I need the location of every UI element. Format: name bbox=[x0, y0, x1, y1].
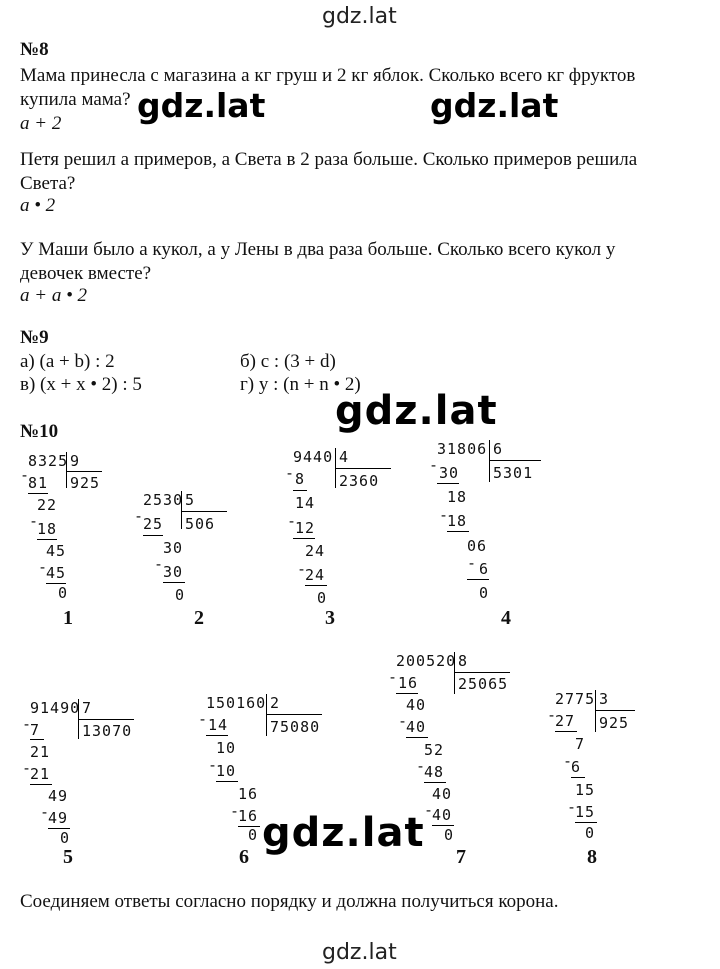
step: 52 bbox=[424, 741, 445, 759]
division-label: 2 bbox=[194, 607, 204, 629]
step: 40 bbox=[406, 718, 427, 736]
step: 48 bbox=[424, 763, 445, 781]
task8-problem3-line1: У Маши было а кукол, а у Лены в два раза больше. Сколько всего кукол у bbox=[20, 239, 616, 260]
step: 8 bbox=[295, 470, 306, 488]
dividend: 150160 bbox=[206, 694, 267, 712]
long-division-6: 150160 2 75080 - 14 10 - 10 16 - 16 0 bbox=[198, 694, 321, 844]
step: 30 bbox=[163, 539, 184, 557]
division-label: 4 bbox=[501, 607, 511, 629]
divisor: 2 bbox=[270, 694, 281, 712]
dividend: 2775 bbox=[555, 690, 596, 708]
quotient: 925 bbox=[599, 714, 630, 732]
step: 0 bbox=[58, 584, 69, 602]
step: 24 bbox=[305, 542, 326, 560]
watermark: gdz.lat bbox=[262, 810, 425, 856]
step: 16 bbox=[398, 674, 419, 692]
step: 0 bbox=[60, 829, 71, 847]
division-label: 7 bbox=[456, 846, 466, 868]
step: 16 bbox=[238, 807, 259, 825]
step: 7 bbox=[30, 721, 41, 739]
step: 0 bbox=[317, 589, 328, 607]
quotient: 13070 bbox=[82, 722, 133, 740]
task9-item-a: а) (a + b) : 2 bbox=[20, 351, 115, 372]
step: 6 bbox=[571, 758, 582, 776]
step: 30 bbox=[163, 563, 184, 581]
step: 12 bbox=[295, 519, 316, 537]
step: 21 bbox=[30, 765, 51, 783]
long-division-2: 2530 5 506 - 25 30 - 30 0 bbox=[143, 491, 243, 606]
task8-problem1-line2: купила мама? bbox=[20, 89, 131, 110]
task8-title: №8 bbox=[20, 39, 49, 60]
step: 27 bbox=[555, 712, 576, 730]
task9-title: №9 bbox=[20, 327, 49, 348]
divisor: 8 bbox=[458, 652, 469, 670]
step: 10 bbox=[216, 739, 237, 757]
step: 25 bbox=[143, 515, 164, 533]
dividend: 200520 bbox=[396, 652, 457, 670]
task9-item-b: б) c : (3 + d) bbox=[240, 351, 336, 372]
task8-problem1-line1: Мама принесла с магазина а кг груш и 2 кг яблок. Сколько всего кг фруктов bbox=[20, 65, 636, 86]
division-label: 5 bbox=[63, 846, 73, 868]
step: 45 bbox=[46, 542, 67, 560]
dividend: 9440 bbox=[293, 448, 334, 466]
step: 0 bbox=[175, 586, 186, 604]
task8-problem2-line1: Петя решил а примеров, а Света в 2 раза больше. Сколько примеров решила bbox=[20, 149, 638, 170]
step: 16 bbox=[238, 785, 259, 803]
step: 0 bbox=[444, 826, 455, 844]
task8-problem2-line2: Света? bbox=[20, 173, 76, 194]
division-label: 8 bbox=[587, 846, 597, 868]
task9-item-v: в) (x + x • 2) : 5 bbox=[20, 374, 142, 395]
divisor: 7 bbox=[82, 699, 93, 717]
step: 22 bbox=[37, 496, 58, 514]
step: 18 bbox=[37, 520, 58, 538]
long-division-3: 9440 4 2360 - 8 14 - 12 24 - 24 0 bbox=[293, 448, 403, 608]
step: 15 bbox=[575, 803, 596, 821]
division-label: 1 bbox=[63, 607, 73, 629]
dividend: 91490 bbox=[30, 699, 81, 717]
step: 0 bbox=[248, 826, 259, 844]
step: 45 bbox=[46, 564, 67, 582]
watermark-top: gdz.lat bbox=[322, 4, 397, 29]
step: 18 bbox=[447, 512, 468, 530]
divisor: 3 bbox=[599, 690, 610, 708]
division-label: 3 bbox=[325, 607, 335, 629]
step: 40 bbox=[432, 806, 453, 824]
quotient: 506 bbox=[185, 515, 216, 533]
divisor: 6 bbox=[493, 440, 504, 458]
step: 49 bbox=[48, 809, 69, 827]
task8-problem3-line2: девочек вместе? bbox=[20, 263, 152, 284]
step: 15 bbox=[575, 781, 596, 799]
step: 14 bbox=[295, 494, 316, 512]
step: 40 bbox=[406, 696, 427, 714]
dividend: 8325 bbox=[28, 452, 69, 470]
step: 14 bbox=[208, 716, 229, 734]
task8-problem2-answer: a • 2 bbox=[20, 195, 56, 216]
divisor: 4 bbox=[339, 448, 350, 466]
step: 6 bbox=[479, 560, 490, 578]
watermark: gdz.lat bbox=[430, 86, 559, 125]
step: 06 bbox=[467, 537, 488, 555]
task9-item-g: г) y : (n + n • 2) bbox=[240, 374, 361, 395]
long-division-7: 200520 8 25065 - 16 40 - 40 52 - 48 40 - 40 0 bbox=[388, 652, 509, 844]
task8-problem1-answer: a + 2 bbox=[20, 113, 62, 134]
step: 0 bbox=[585, 824, 596, 842]
long-division-8: 2775 3 925 - 27 7 - 6 15 - 15 0 bbox=[555, 690, 665, 845]
step: 7 bbox=[575, 735, 586, 753]
long-division-5: 91490 7 13070 - 7 21 - 21 49 - 49 0 bbox=[22, 699, 133, 847]
long-division-4: 31806 6 5301 - 30 18 - 18 06 - 6 0 bbox=[437, 440, 552, 605]
step: 49 bbox=[48, 787, 69, 805]
division-label: 6 bbox=[239, 846, 249, 868]
task8-problem3-answer: a + a • 2 bbox=[20, 285, 87, 306]
quotient: 25065 bbox=[458, 675, 509, 693]
step: 0 bbox=[479, 584, 490, 602]
divisor: 5 bbox=[185, 491, 196, 509]
watermark: gdz.lat bbox=[137, 86, 266, 125]
quotient: 5301 bbox=[493, 464, 534, 482]
step: 10 bbox=[216, 762, 237, 780]
quotient: 925 bbox=[70, 474, 101, 492]
quotient: 2360 bbox=[339, 472, 380, 490]
divisor: 9 bbox=[70, 452, 81, 470]
step: 24 bbox=[305, 566, 326, 584]
watermark: gdz.lat bbox=[335, 388, 498, 434]
step: 40 bbox=[432, 785, 453, 803]
long-division-1: 8325 9 925 - 81 22 - 18 45 - 45 0 bbox=[20, 452, 101, 602]
step: 18 bbox=[447, 488, 468, 506]
dividend: 2530 bbox=[143, 491, 184, 509]
task10-conclusion: Соединяем ответы согласно порядку и должна получиться корона. bbox=[20, 891, 559, 912]
quotient: 75080 bbox=[270, 718, 321, 736]
dividend: 31806 bbox=[437, 440, 488, 458]
step: 21 bbox=[30, 743, 51, 761]
step: 81 bbox=[28, 474, 49, 492]
watermark-bottom: gdz.lat bbox=[322, 940, 397, 965]
task10-title: №10 bbox=[20, 421, 59, 442]
step: 30 bbox=[439, 464, 460, 482]
